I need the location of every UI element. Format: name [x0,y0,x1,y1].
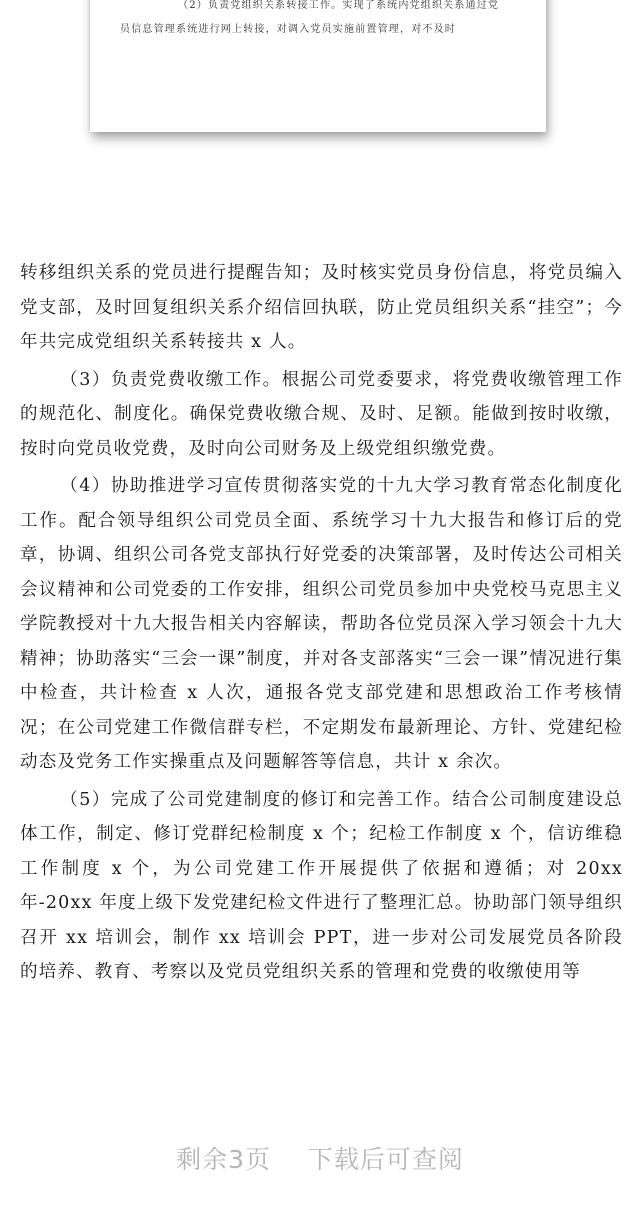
remaining-pages-label[interactable]: 剩余3页 [176,1145,271,1174]
document-body [20,256,623,993]
paragraph-study-promotion: （4）协助推进学习宣传贯彻落实党的十九大学习教育常态化制度化工作。配合领导组织公司党员全面、系统学习十九大报告和修订后的党章，协调、组织公司各党支部执行好党委的决策部署，及时传达公司相关会议精神和公司党委的工作安排，组织公司党员参加中央党校马克思主义学院教授对十九大报告相关内容解读，帮助各位党员深入学习领会十九大精神；协助落实“三会一课”制度，并对各支部落实“三会一课”情况进行集中检查，共计检查 x 人次，通报各党支部党建和思想政治工作考核情况；在公司党建工作微信群专栏，不定期发布最新理论、方针、党建纪检动态及党务工作实操重点及问题解答等信息，共计 x 余次。 [20,476,623,772]
preview-text [120,0,520,42]
paragraph-continuation: 转移组织关系的党员进行提醒告知；及时核实党员身份信息，将党员编入党支部，及时回复组织关系介绍信回执联，防止党员组织关系“挂空”；今年共完成党组织关系转接共 x 人。 [20,263,623,352]
download-to-view-label[interactable]: 下载后可查阅 [307,1145,464,1174]
paragraph-party-dues: （3）负责党费收缴工作。根据公司党委要求，将党费收缴管理工作的规范化、制度化。确保党费收缴合规、及时、足额。能做到按时收缴，按时向党员收党费，及时向公司财务及上级党组织缴党费。 [20,369,623,459]
read-more-banner[interactable] [0,1138,640,1182]
preview-line: 员信息管理系统进行网上转接，对调入党员实施前置管理，对不及时 [120,24,456,35]
paragraph-system-revision: （5）完成了公司党建制度的修订和完善工作。结合公司制度建设总体工作，制定、修订党群纪检制度 x 个；纪检工作制度 x 个，信访维稳工作制度 x 个，为公司党建工作开展提供了依据和遵循；对 20xx 年-20xx 年度上级下发党建纪检文件进行了整理汇总。协助部门领导组织召开 xx 培训会，制作 xx 培训会 PPT，进一步对公司发展党员各阶段的培养、教育、考察以及党员党组织关系的管理和党费的收缴使用等 [20,789,623,982]
preview-line: （2）负责党组织关系转接工作。实现了系统内党组织关系通过党 [178,0,500,11]
previous-page-preview [90,0,546,132]
